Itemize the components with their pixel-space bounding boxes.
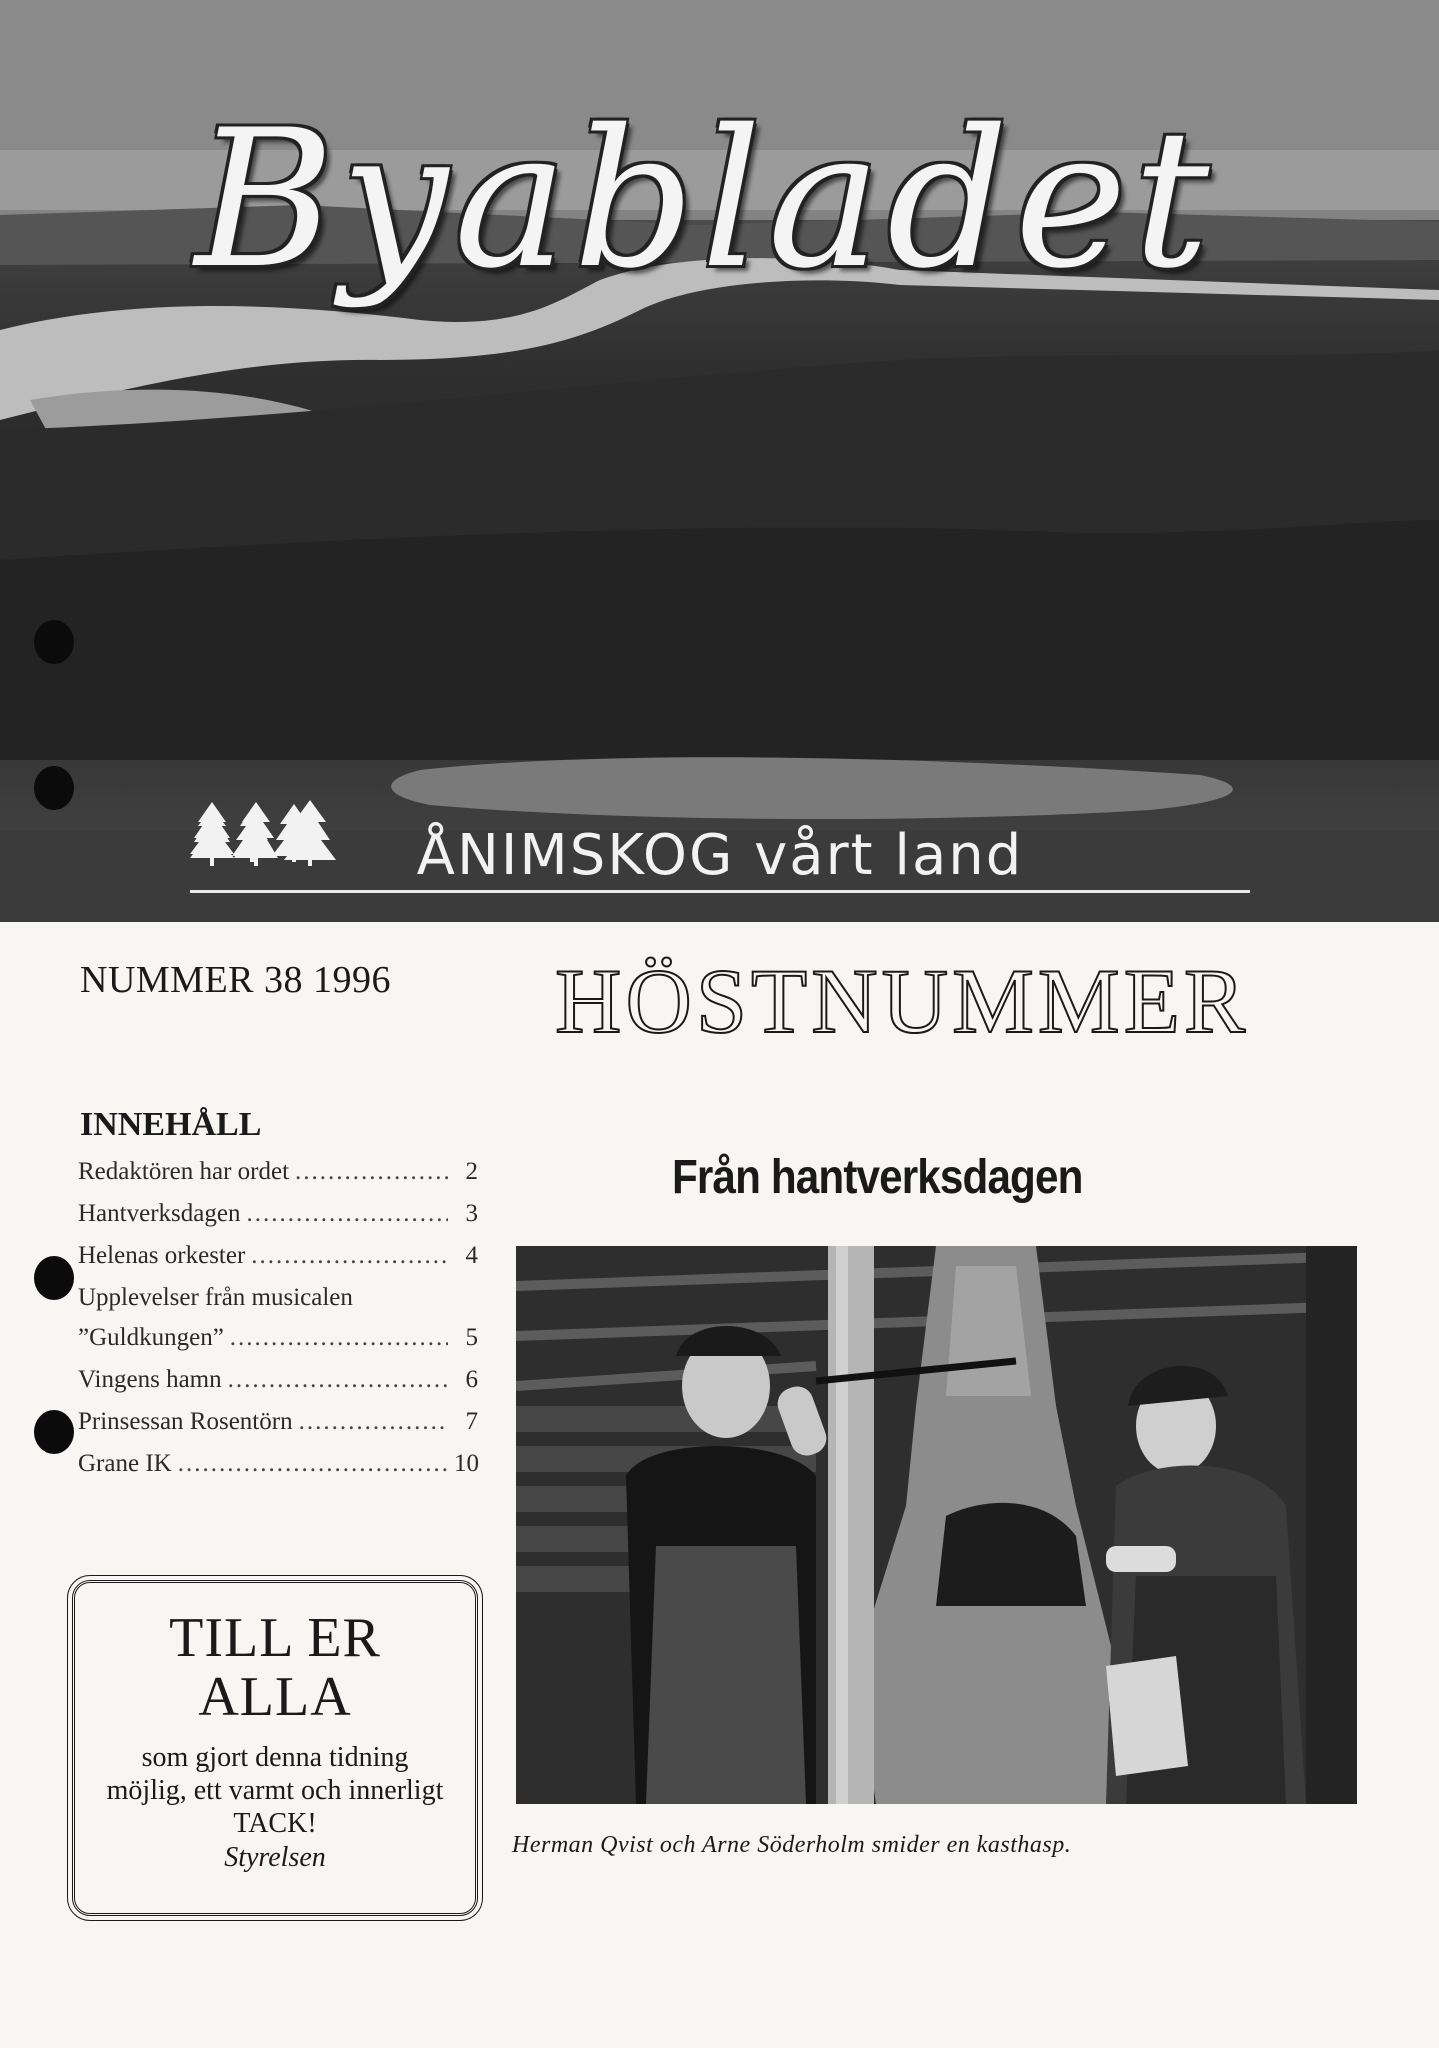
toc-item-page: 6: [465, 1366, 478, 1393]
binder-hole: [34, 1256, 74, 1300]
toc-leader: [246, 1200, 448, 1228]
toc-item-label: Vingens hamn: [78, 1366, 222, 1393]
toc-leader: [299, 1408, 448, 1436]
toc-leader: [178, 1450, 448, 1478]
thanks-body-line2: möjlig, ett varmt och innerligt: [106, 1774, 444, 1806]
workshop-photo-illustration: [516, 1246, 1357, 1804]
toc-item-page: 10: [454, 1450, 479, 1477]
tagline-text: ÅNIMSKOG vårt land: [416, 823, 1024, 888]
issue-number: NUMMER 38 1996: [80, 959, 392, 1001]
toc-item-page: 5: [465, 1324, 478, 1351]
toc-item: [78, 1408, 478, 1450]
toc-item-page: 7: [465, 1408, 478, 1435]
thanks-body-line3: TACK!: [233, 1807, 317, 1839]
issue-headline: HÖSTNUMMER: [555, 950, 1250, 1052]
toc-item-label: Hantverksdagen: [78, 1200, 241, 1227]
thanks-headline-line2: ALLA: [198, 1665, 352, 1728]
feature-heading: Från hantverksdagen: [672, 1151, 1083, 1204]
toc-item: [78, 1324, 478, 1366]
toc-item-label: Redaktören har ordet: [78, 1158, 290, 1185]
thank-you-box: [72, 1580, 478, 1916]
toc-item-label: Upplevelser från musicalen: [78, 1284, 353, 1311]
toc-item-page: 4: [465, 1242, 478, 1269]
thanks-signature: Styrelsen: [224, 1841, 326, 1873]
thanks-headline-line1: TILL ER: [169, 1607, 381, 1669]
binder-hole: [34, 620, 74, 664]
toc-item: [78, 1242, 478, 1284]
toc-leader: [251, 1242, 448, 1270]
toc-item: [78, 1158, 478, 1200]
cover-tagline: [190, 800, 1250, 893]
binder-hole: [34, 766, 74, 810]
toc-item: [78, 1200, 478, 1242]
toc-item-label: Prinsessan Rosentörn: [78, 1408, 293, 1435]
feature-photo: [516, 1246, 1357, 1804]
toc-item: [78, 1450, 478, 1492]
toc-leader: [228, 1366, 448, 1394]
cover-photo: [0, 0, 1439, 922]
photo-caption: Herman Qvist och Arne Söderholm smider en kasthasp.: [512, 1832, 1072, 1858]
table-of-contents: [78, 1158, 478, 1492]
toc-item-page: 2: [465, 1158, 478, 1185]
thanks-body: [75, 1741, 475, 1840]
toc-item-label: Helenas orkester: [78, 1242, 246, 1269]
toc-title: INNEHÅLL: [80, 1106, 262, 1143]
toc-item-page: 3: [465, 1200, 478, 1227]
toc-leader: [295, 1158, 448, 1186]
toc-leader: [230, 1324, 448, 1352]
toc-item: [78, 1366, 478, 1408]
thanks-body-line1: som gjort denna tidning: [141, 1741, 409, 1773]
binder-hole: [34, 1410, 74, 1454]
toc-item: [78, 1284, 478, 1324]
toc-item-label: ”Guldkungen”: [78, 1324, 224, 1351]
masthead-title: Byabladet: [195, 89, 1216, 310]
toc-item-label: Grane IK: [78, 1450, 172, 1477]
thanks-headline: [75, 1609, 475, 1727]
